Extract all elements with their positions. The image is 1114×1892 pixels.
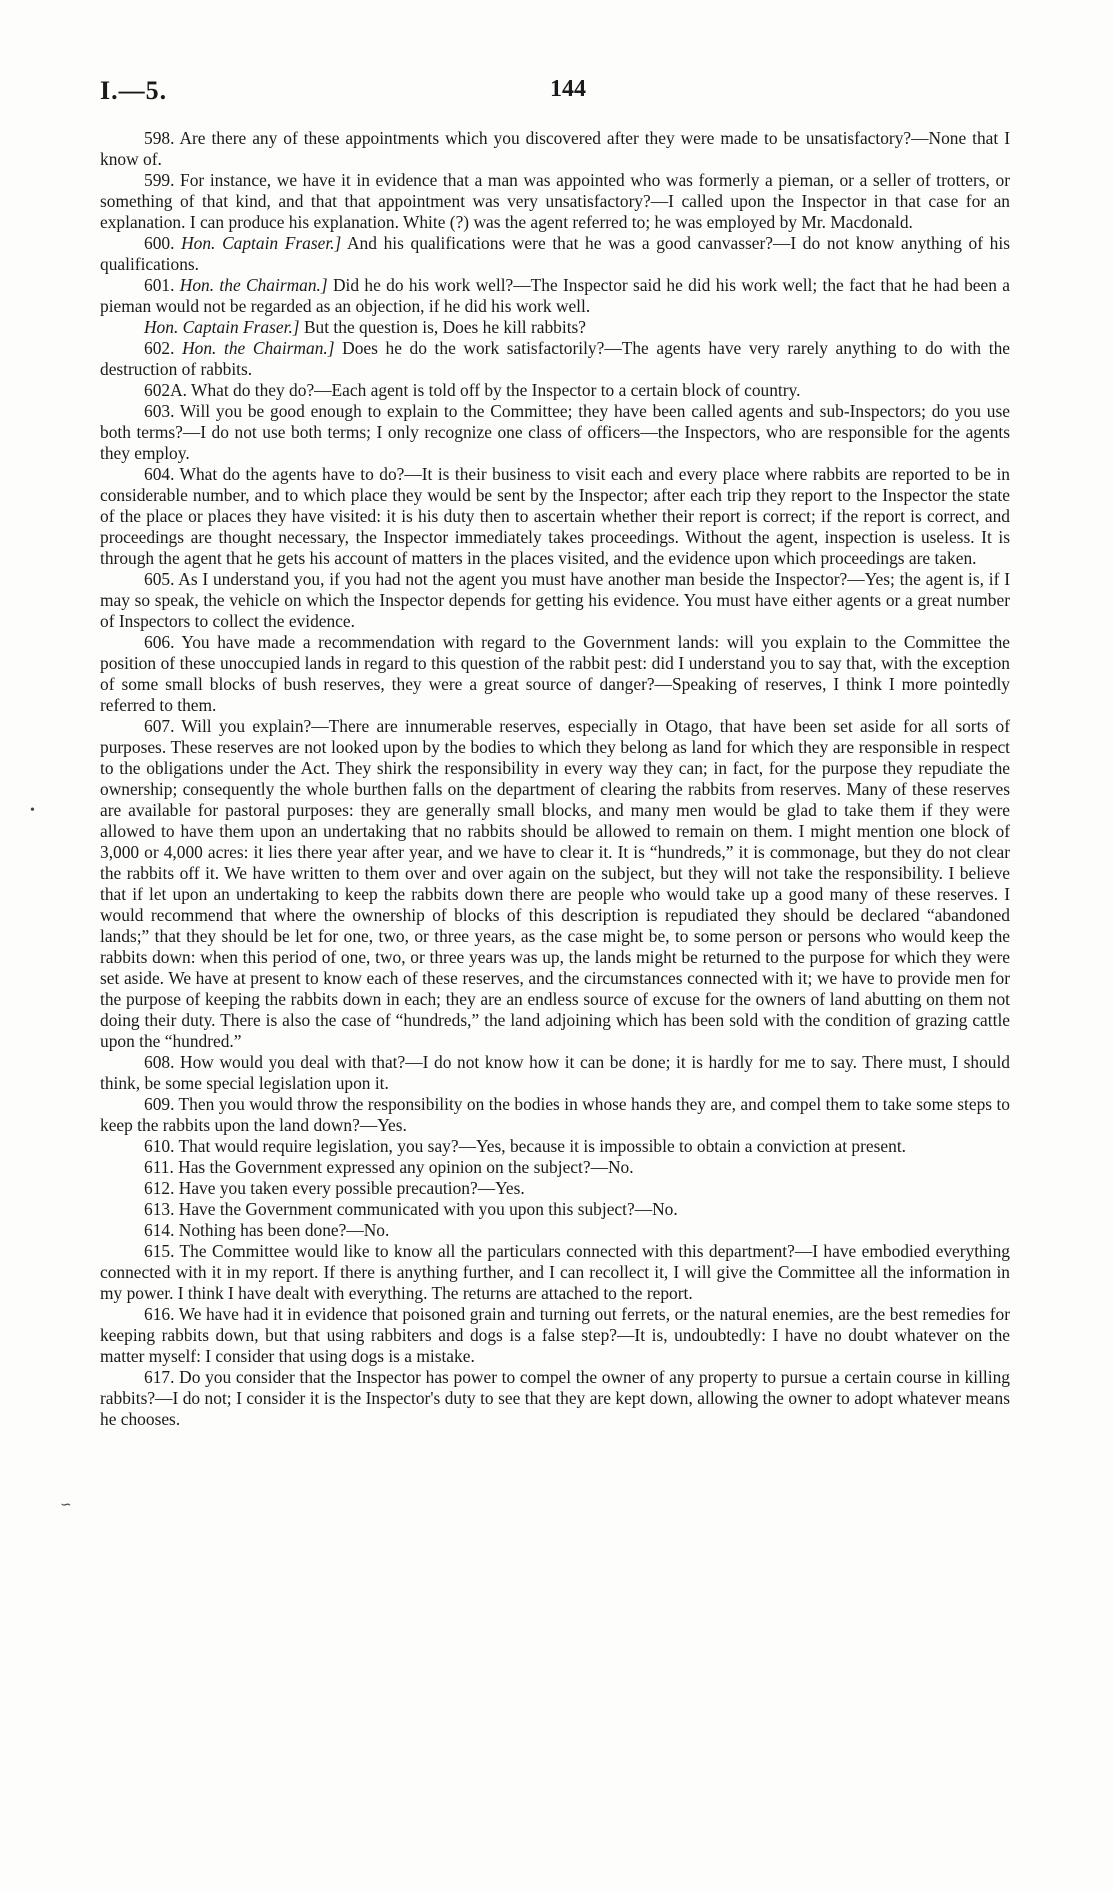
speaker-label: Hon. Captain Fraser.]: [181, 233, 342, 253]
margin-dot-mark: •: [30, 803, 35, 818]
paragraph-611: 611. Has the Government expressed any opinion on the subject?—No.: [144, 1157, 634, 1177]
question-number: 601.: [144, 275, 175, 295]
paragraph-606: 606. You have made a recommendation with regard to the Government lands: will you explain to the Committee the position of these unoccupied lands in regard to this question of the rabbit pest: did I understand you to say that, with the exception of some small blocks of bush reserves, they were a great source of danger?—Speaking of reserves, I think I more pointedly referred to them.: [100, 632, 1010, 715]
speaker-label: Hon. the Chairman.]: [179, 275, 328, 295]
paragraph-614: 614. Nothing has been done?—No.: [144, 1220, 390, 1240]
speaker-label: Hon. Captain Fraser.]: [144, 317, 300, 337]
paragraph-text: And his qualifications were that he was a good canvasser?—I do not know anything of his qualifications.: [100, 233, 1010, 274]
paragraph-text: Did he do his work well?—The Inspector said he did his work well; the fact that he had been a pieman would not be regarded as an objection, if he did his work well.: [100, 275, 1010, 316]
paragraph-610: 610. That would require legislation, you say?—Yes, because it is impossible to obtain a conviction at present.: [144, 1136, 906, 1156]
paragraph-601: [100, 275, 1010, 317]
document-reference: I.—5.: [100, 76, 168, 105]
paragraph-602a: 602A. What do they do?—Each agent is told off by the Inspector to a certain block of country.: [144, 380, 801, 400]
page-header: [100, 76, 1010, 116]
paragraph-617: 617. Do you consider that the Inspector has power to compel the owner of any property to pursue a certain course in killing rabbits?—I do not; I consider it is the Inspector's duty to see that they are kept down, allowing the owner to adopt whatever means he chooses.: [100, 1367, 1010, 1429]
paragraph-613: 613. Have the Government communicated with you upon this subject?—No.: [144, 1199, 678, 1219]
paragraph-601-followup: [100, 317, 1010, 338]
question-number: 600.: [144, 233, 175, 253]
paragraph-615: 615. The Committee would like to know all the particulars connected with this department?—I have embodied everything connected with it in my report. If there is anything further, and I can recollect it, I will give the Committee all the information in my power. I think I have dealt with everything. The returns are attached to the report.: [100, 1241, 1010, 1303]
paragraph-608: 608. How would you deal with that?—I do not know how it can be done; it is hardly for me to say. There must, I should think, be some special legislation upon it.: [100, 1052, 1010, 1093]
paragraph-604: 604. What do the agents have to do?—It is their business to visit each and every place where rabbits are reported to be in considerable number, and to which place they would be sent by the Inspector; after each trip they report to the Inspector the state of the place or places they have visited: it is his duty then to ascertain whether their report is correct; if the report is correct, and proceedings are thought necessary, the Inspector immediately takes proceedings. Without the agent, inspection is useless. It is through the agent that he gets his account of matters in the places visited, and the evidence upon which proceedings are taken.: [100, 464, 1010, 568]
paragraph-603: 603. Will you be good enough to explain to the Committee; they have been called agents and sub-Inspectors; do you use both terms?—I do not use both terms; I only recognize one class of officers—the Inspectors, who are responsible for the agents they employ.: [100, 401, 1010, 463]
paragraph-599: 599. For instance, we have it in evidence that a man was appointed who was formerly a pieman, or a seller of trotters, or something of that kind, and that that appointment was very unsatisfactory?—I called upon the Inspector in that case for an explanation. I can produce his explanation. White (?) was the agent referred to; he was employed by Mr. Macdonald.: [100, 170, 1010, 232]
paragraph-605: 605. As I understand you, if you had not the agent you must have another man beside the Inspector?—Yes; the agent is, if I may so speak, the vehicle on which the Inspector depends for getting his evidence. You must have either agents or a great number of Inspectors to collect the evidence.: [100, 569, 1010, 631]
paragraph-600: [100, 233, 1010, 275]
paragraph-text: Does he do the work satisfactorily?—The agents have very rarely anything to do with the destruction of rabbits.: [100, 338, 1010, 379]
paragraph-598: 598. Are there any of these appointments which you discovered after they were made to be unsatisfactory?—None that I know of.: [100, 128, 1010, 169]
page-number: 144: [550, 76, 586, 102]
paragraph-607: 607. Will you explain?—There are innumerable reserves, especially in Otago, that have been set aside for all sorts of purposes. These reserves are not looked upon by the bodies to which they belong as land for which they are responsible in respect to the obligations under the Act. They shirk the responsibility in every way they can; in fact, for the purpose they repudiate the ownership; consequently the whole burthen falls on the department of clearing the rabbits from reserves. Many of these reserves are available for pastoral purposes: they are generally small blocks, and many men would be glad to take them if they were allowed to have them upon an undertaking that no rabbits should be allowed to remain on them. I might mention one block of 3,000 or 4,000 acres: it lies there year after year, and we have to clear it. It is “hundreds,” it is commonage, but they do not clear the rabbits off it. We have written to them over and over again on the subject, but they will not take the responsibility. I believe that if let upon an undertaking to keep the rabbits down there are people who would take up a good many of these reserves. I would recommend that where the ownership of blocks of this description is repudiated they should be declared “abandoned lands;” that they should be let for one, two, or three years, as the case might be, to some person or persons who would keep the rabbits down: when this period of one, two, or three years was up, the lands might be returned to the purpose for which they were set aside. We have at present to know each of these reserves, and the circumstances connected with it; we have to provide men for the purpose of keeping the rabbits down in each; they are an endless source of excuse for the owners of land abutting on them not doing their duty. There is also the case of “hundreds,” the land adjoining which has been sold with the condition of grazing cattle upon the “hundred.”: [100, 716, 1010, 1051]
paragraph-609: 609. Then you would throw the responsibility on the bodies in whose hands they are, and compel them to take some steps to keep the rabbits upon the land down?—Yes.: [100, 1094, 1010, 1135]
paragraph-text: But the question is, Does he kill rabbits?: [303, 317, 587, 337]
paragraph-602: [100, 338, 1010, 380]
speaker-label: Hon. the Chairman.]: [182, 338, 335, 358]
body-text: [100, 128, 1010, 1430]
paragraph-616: 616. We have had it in evidence that poisoned grain and turning out ferrets, or the natural enemies, are the best remedies for keeping rabbits down, but that using rabbiters and dogs is a false step?—It is, undoubtedly: I have no doubt whatever on the matter myself: I consider that using dogs is a mistake.: [100, 1304, 1010, 1366]
question-number: 602.: [144, 338, 175, 358]
margin-scribble-mark: ∽: [60, 1498, 72, 1513]
paragraph-612: 612. Have you taken every possible precaution?—Yes.: [144, 1178, 525, 1198]
